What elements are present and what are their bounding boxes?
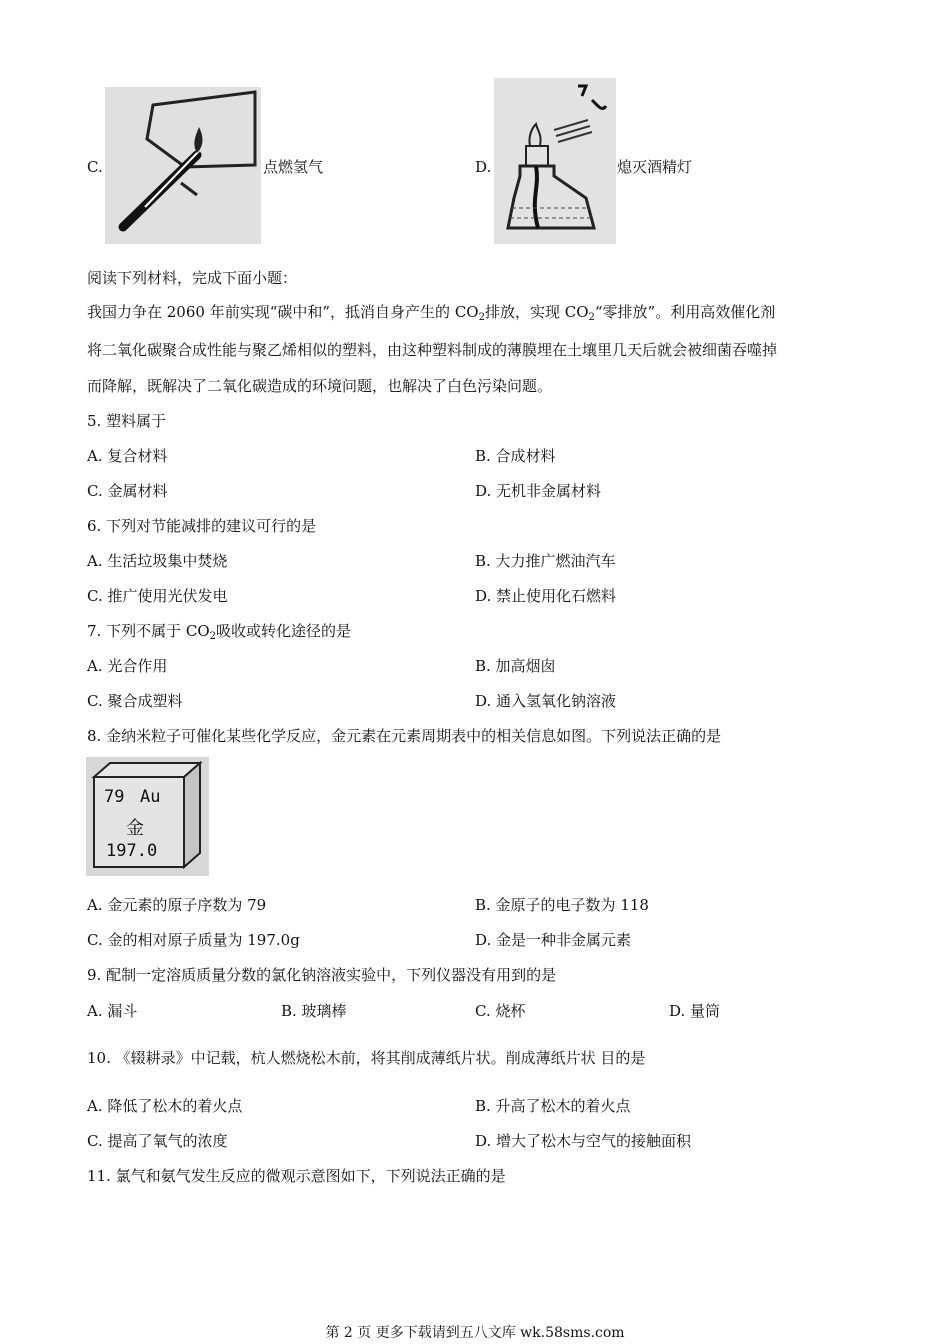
q10-option-c: C. 提高了氧气的浓度 xyxy=(87,1132,228,1150)
q6-option-a: A. 生活垃圾集中焚烧 xyxy=(87,552,228,570)
question-8-stem: 8. 金纳米粒子可催化某些化学反应，金元素在元素周期表中的相关信息如图。下列说法正确的是 xyxy=(87,727,722,745)
q8-option-c: C. 金的相对原子质量为 197.0g xyxy=(87,931,300,949)
gold-element-card xyxy=(86,757,209,876)
subscript: 2 xyxy=(478,312,485,323)
q6-option-b: B. 大力推广燃油汽车 xyxy=(475,552,616,570)
question-text: 7. 下列不属于 CO xyxy=(87,622,210,640)
reading-text: 排放，实现 CO xyxy=(484,303,589,321)
q7-option-d: D. 通入氢氧化钠溶液 xyxy=(475,692,617,710)
reading-text: 我国力争在 2060 年前实现“碳中和”，抵消自身产生的 CO xyxy=(87,303,479,321)
question-6-stem: 6. 下列对节能减排的建议可行的是 xyxy=(87,517,317,535)
alcohol-lamp-illustration xyxy=(494,78,616,244)
question-10-stem: 10. 《辍耕录》中记载，杭人燃烧松木前，将其削成薄纸片状。削成薄纸片状 目的是 xyxy=(87,1049,646,1067)
subscript: 2 xyxy=(209,631,216,642)
q8-option-d: D. 金是一种非金属元素 xyxy=(475,931,632,949)
reading-intro: 阅读下列材料，完成下面小题： xyxy=(87,269,298,287)
question-5-stem: 5. 塑料属于 xyxy=(87,412,167,430)
q8-option-a: A. 金元素的原子序数为 79 xyxy=(87,896,267,914)
hydrogen-ignition-illustration xyxy=(105,87,261,244)
option-d-letter: D. xyxy=(475,158,492,176)
q10-option-a: A. 降低了松木的着火点 xyxy=(87,1097,243,1115)
q10-option-d: D. 增大了松木与空气的接触面积 xyxy=(475,1132,692,1150)
subscript: 2 xyxy=(588,312,595,323)
alcohol-lamp-icon xyxy=(494,78,616,244)
element-symbol: Au xyxy=(140,787,161,807)
q5-option-d: D. 无机非金属材料 xyxy=(475,482,602,500)
q5-option-c: C. 金属材料 xyxy=(87,482,168,500)
q9-option-a: A. 漏斗 xyxy=(87,1002,138,1020)
q10-option-b: B. 升高了松木的着火点 xyxy=(475,1097,631,1115)
option-c-letter: C. xyxy=(87,158,103,176)
question-9-stem: 9. 配制一定溶质质量分数的氯化钠溶液实验中，下列仪器没有用到的是 xyxy=(87,966,557,984)
q7-option-c: C. 聚合成塑料 xyxy=(87,692,183,710)
q9-option-b: B. 玻璃棒 xyxy=(281,1002,347,1020)
option-c-text: 点燃氢气 xyxy=(263,158,324,176)
q5-option-a: A. 复合材料 xyxy=(87,447,168,465)
reading-text: “零排放”。利用高效催化剂 xyxy=(594,303,776,321)
q9-option-c: C. 烧杯 xyxy=(475,1002,526,1020)
option-d-text: 熄灭酒精灯 xyxy=(617,158,693,176)
question-11-stem: 11. 氯气和氨气发生反应的微观示意图如下，下列说法正确的是 xyxy=(87,1167,506,1185)
q6-option-c: C. 推广使用光伏发电 xyxy=(87,587,228,605)
reading-paragraph-line-3: 而降解，既解决了二氧化碳造成的环境问题，也解决了白色污染问题。 xyxy=(87,377,553,395)
q5-option-b: B. 合成材料 xyxy=(475,447,556,465)
q9-option-d: D. 量筒 xyxy=(669,1002,721,1020)
q7-option-a: A. 光合作用 xyxy=(87,657,168,675)
q6-option-d: D. 禁止使用化石燃料 xyxy=(475,587,617,605)
reading-paragraph-line-1 xyxy=(87,302,775,328)
question-7-stem xyxy=(87,621,351,647)
question-text: 吸收或转化途径的是 xyxy=(216,622,352,640)
reading-paragraph-line-2: 将二氧化碳聚合成性能与聚乙烯相似的塑料，由这种塑料制成的薄膜埋在土壤里几天后就会被细菌吞噬掉 xyxy=(87,341,778,359)
q7-option-b: B. 加高烟囱 xyxy=(475,657,556,675)
element-atomic-number: 79 xyxy=(104,787,125,807)
page-footer: 第 2 页 更多下载请到五八文库 wk.58sms.com xyxy=(325,1325,625,1341)
q8-option-b: B. 金原子的电子数为 118 xyxy=(475,896,649,914)
element-atomic-mass: 197.0 xyxy=(106,841,158,861)
element-name: 金 xyxy=(126,818,144,839)
match-flame-icon xyxy=(105,87,261,244)
